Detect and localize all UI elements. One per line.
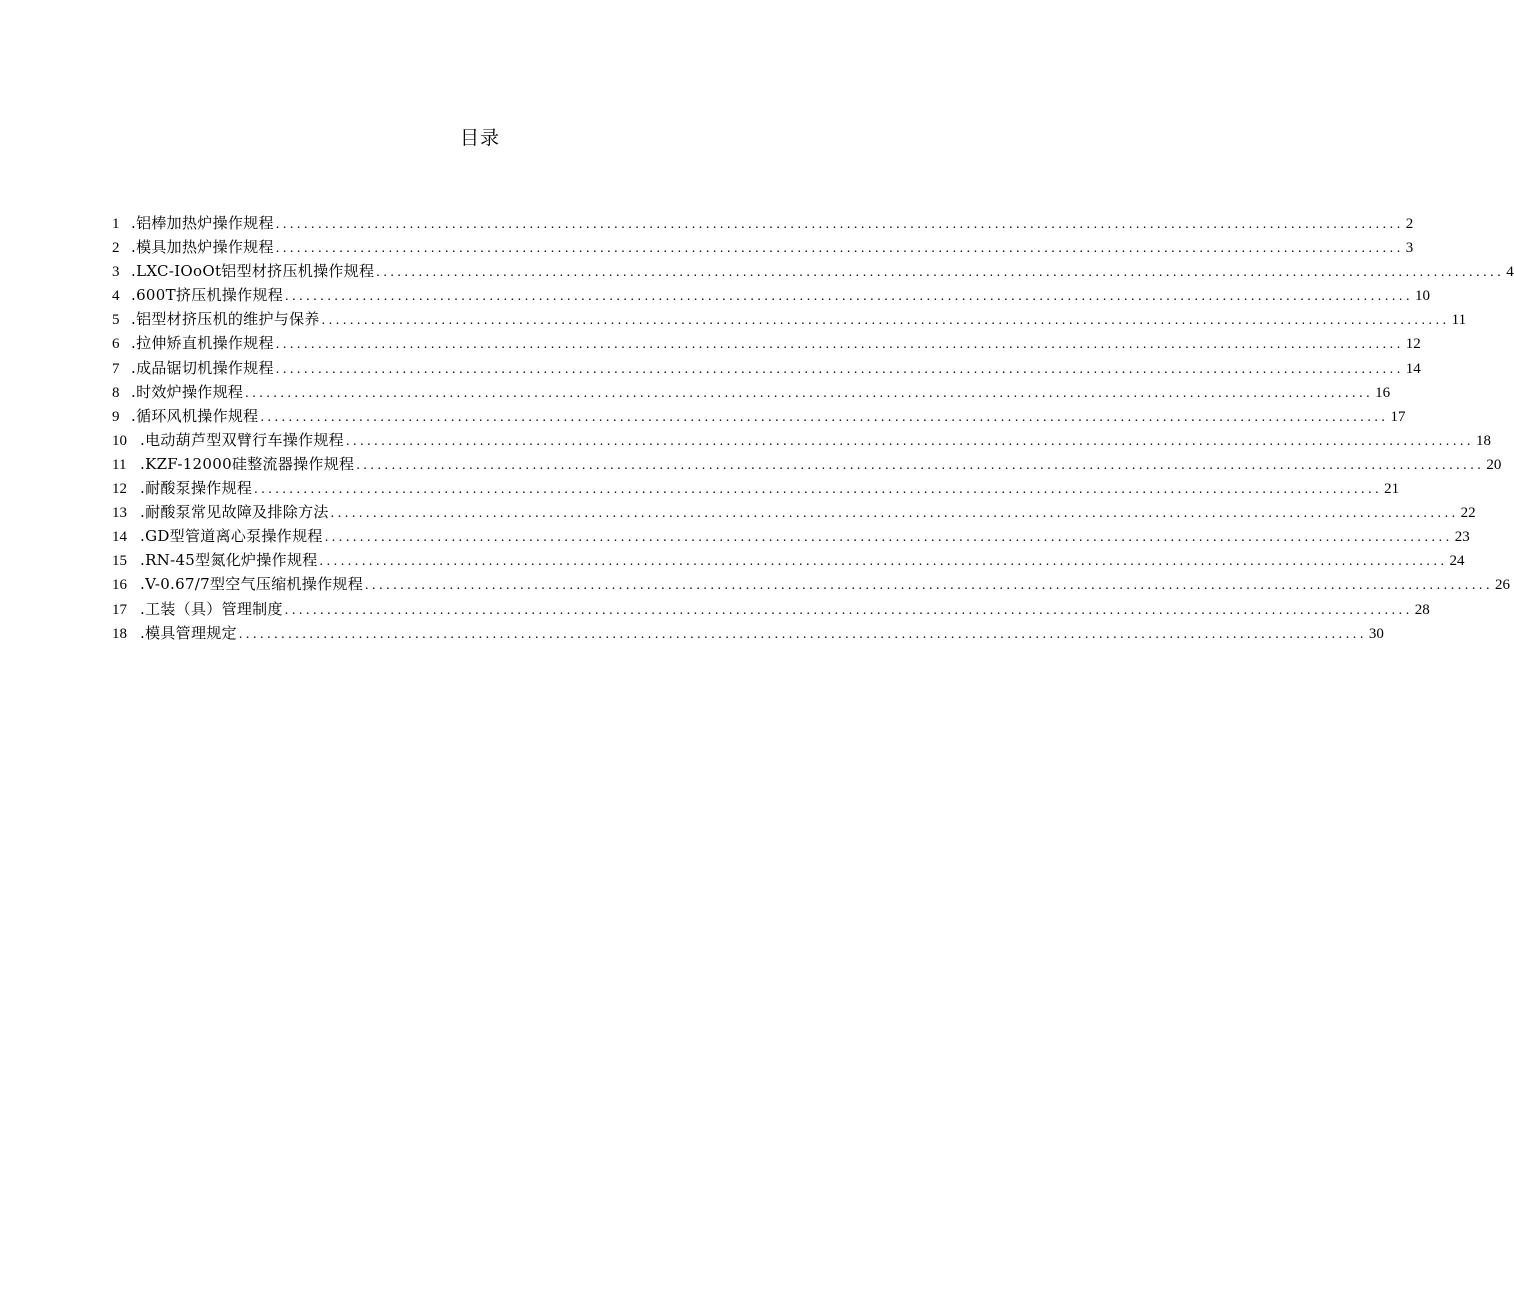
toc-leader-dots: ................................................................................................................................................................ (321, 313, 1450, 329)
toc-entry-page: 10 (1415, 288, 1431, 305)
toc-entry-number: 11 (112, 456, 127, 473)
toc-entry[interactable] (112, 380, 1391, 404)
toc-entry-page: 28 (1414, 601, 1430, 618)
toc-entry-number: 16 (112, 577, 127, 594)
toc-entry[interactable] (112, 476, 1400, 500)
toc-entry-title: .电动葫芦型双臂行车操作规程 (140, 430, 344, 449)
toc-entry-page: 4 (1506, 264, 1514, 281)
toc-entry-title: .LXC-IOoOt铝型材挤压机操作规程 (131, 262, 375, 281)
toc-leader-dots: ................................................................................................................................................................ (275, 337, 1404, 353)
toc-entry-page: 11 (1451, 312, 1467, 329)
toc-entry-page: 24 (1449, 553, 1465, 570)
toc-entry-page: 14 (1405, 360, 1421, 377)
toc-entry-title: .GD型管道离心泵操作规程 (140, 527, 323, 546)
toc-entry-page: 21 (1384, 481, 1400, 498)
toc-entry-number: 5 (112, 312, 120, 329)
toc-entry-number: 4 (112, 288, 120, 305)
toc-entry-title: .KZF-12000硅整流器操作规程 (140, 454, 355, 473)
toc-entry[interactable] (112, 331, 1421, 355)
toc-leader-dots: ................................................................................................................................................................ (365, 578, 1493, 594)
toc-entry-number: 12 (112, 481, 127, 498)
toc-leader-dots: ................................................................................................................................................................ (275, 241, 1404, 257)
toc-entry[interactable] (112, 452, 1502, 476)
toc-entry-title: .铝型材挤压机的维护与保养 (131, 310, 320, 329)
toc-leader-dots: ................................................................................................................................................................ (376, 265, 1505, 281)
toc-entry[interactable] (112, 356, 1421, 380)
toc-leader-dots: ................................................................................................................................................................ (275, 217, 1404, 232)
toc-leader-dots: ................................................................................................................................................................ (275, 361, 1404, 377)
toc-entry[interactable] (112, 235, 1414, 259)
toc-entry-number: 6 (112, 336, 120, 353)
toc-leader-dots: ................................................................................................................................................................ (238, 626, 1367, 642)
toc-entry-page: 20 (1486, 456, 1502, 473)
toc-leader-dots: ................................................................................................................................................................ (245, 385, 1374, 401)
toc-leader-dots: ................................................................................................................................................................ (284, 602, 1413, 618)
toc-entry-number: 13 (112, 505, 127, 522)
toc-entry-number: 8 (112, 384, 120, 401)
toc-leader-dots: ................................................................................................................................................................ (330, 506, 1459, 522)
toc-entry[interactable] (112, 428, 1491, 452)
toc-entry[interactable] (112, 259, 1514, 283)
toc-entry-title: .时效炉操作规程 (131, 382, 244, 401)
toc-entry-page: 17 (1390, 408, 1406, 425)
toc-entry[interactable] (112, 211, 1414, 235)
toc-leader-dots: ................................................................................................................................................................ (254, 482, 1383, 498)
toc-entry-title: .循环风机操作规程 (131, 406, 259, 425)
toc-leader-dots: ................................................................................................................................................................ (356, 457, 1485, 473)
toc-entry-page: 3 (1405, 240, 1414, 257)
toc-entry[interactable] (112, 404, 1406, 428)
toc-entry-title: .RN-45型氮化炉操作规程 (140, 551, 318, 570)
toc-entry-page: 22 (1460, 505, 1476, 522)
toc-list (112, 211, 1514, 645)
toc-entry-number: 18 (112, 625, 127, 642)
toc-entry-number: 17 (112, 601, 127, 618)
toc-leader-dots: ................................................................................................................................................................ (319, 554, 1448, 570)
toc-entry-page: 26 (1495, 577, 1510, 594)
toc-entry[interactable] (112, 307, 1467, 331)
toc-entry[interactable] (112, 524, 1470, 548)
toc-entry-page: 18 (1475, 432, 1491, 449)
toc-entry-number: 1 (112, 216, 120, 232)
toc-entry-number: 3 (112, 264, 120, 281)
toc-entry-number: 2 (112, 240, 120, 257)
toc-entry-title: .工装（具）管理制度 (140, 599, 283, 618)
toc-entry-title: .600T挤压机操作规程 (131, 286, 284, 305)
toc-title: 目录 (459, 127, 500, 149)
toc-entry-title: .拉伸矫直机操作规程 (131, 334, 274, 353)
toc-entry[interactable] (112, 548, 1465, 572)
toc-entry-page: 2 (1405, 216, 1414, 232)
toc-entry-number: 15 (112, 553, 127, 570)
toc-entry-title: .耐酸泵常见故障及排除方法 (140, 503, 329, 522)
toc-entry[interactable] (112, 283, 1431, 307)
toc-entry[interactable] (112, 621, 1384, 645)
toc-entry-title: .V-0.67/7型空气压缩机操作规程 (140, 575, 363, 594)
toc-entry[interactable] (112, 597, 1430, 621)
toc-entry-page: 16 (1375, 384, 1391, 401)
toc-entry-page: 23 (1454, 529, 1470, 546)
toc-leader-dots: ................................................................................................................................................................ (324, 530, 1453, 546)
toc-entry-title: .耐酸泵操作规程 (140, 479, 253, 498)
toc-entry-number: 14 (112, 529, 127, 546)
toc-entry[interactable] (112, 500, 1476, 524)
toc-entry-page: 30 (1368, 625, 1384, 642)
toc-leader-dots: ................................................................................................................................................................ (345, 433, 1474, 449)
toc-leader-dots: ................................................................................................................................................................ (260, 409, 1389, 425)
toc-entry-number: 10 (112, 432, 127, 449)
toc-entry-page: 12 (1405, 336, 1421, 353)
toc-entry[interactable] (112, 572, 1510, 596)
toc-entry-title: .模具管理规定 (140, 623, 237, 642)
toc-entry-title: .铝棒加热炉操作规程 (131, 214, 274, 232)
toc-leader-dots: ................................................................................................................................................................ (285, 289, 1414, 305)
toc-entry-number: 9 (112, 408, 120, 425)
toc-entry-number: 7 (112, 360, 120, 377)
toc-entry-title: .成品锯切机操作规程 (131, 358, 274, 377)
toc-entry-title: .模具加热炉操作规程 (131, 238, 274, 257)
